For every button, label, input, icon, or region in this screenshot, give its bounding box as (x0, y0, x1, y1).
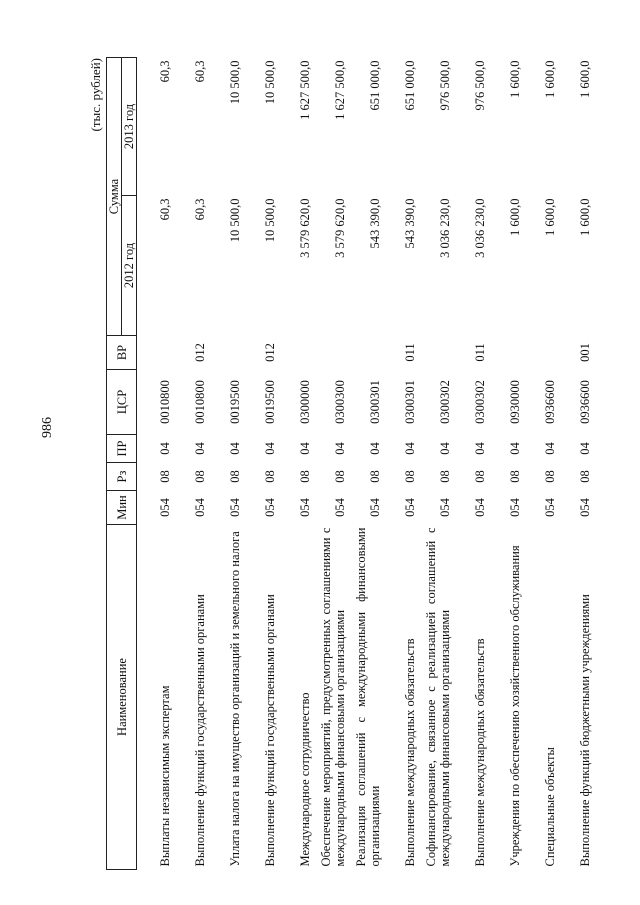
cell-rz: 08 (368, 470, 382, 483)
header-pr: ПР (107, 435, 137, 463)
rotated-page-content (88, 50, 592, 870)
cell-2013: 651 000,0 (368, 60, 382, 111)
table-row (312, 58, 347, 870)
cell-2013: 1 600,0 (543, 60, 557, 98)
table-row (347, 58, 382, 870)
cell-2013: 1 600,0 (578, 60, 592, 98)
cell-2012: 1 600,0 (543, 198, 557, 236)
table-body (137, 58, 593, 870)
cell-pr: 04 (228, 442, 242, 455)
cell-2013: 1 627 500,0 (333, 60, 347, 120)
cell-min: 054 (438, 498, 452, 517)
cell-rz: 08 (158, 470, 172, 483)
cell-vr: 001 (578, 343, 592, 362)
cell-vr: 012 (193, 343, 207, 362)
cell-csr: 0300000 (298, 380, 312, 424)
cell-pr: 04 (473, 442, 487, 455)
table-row (417, 58, 452, 870)
cell-2012: 3 579 620,0 (298, 198, 312, 258)
cell-name: Выполнение функций государственными органами (263, 594, 277, 867)
table-row (487, 58, 522, 870)
cell-rz: 08 (473, 470, 487, 483)
cell-csr: 0300301 (368, 380, 382, 424)
cell-min: 054 (473, 498, 487, 517)
header-year-2013: 2013 год (122, 58, 137, 196)
table-row (452, 58, 487, 870)
header-vr: ВР (107, 336, 137, 370)
cell-name: Обеспечение мероприятий, предусмотренных соглашениями с международными финансовыми организациями (319, 527, 347, 867)
table-row (172, 58, 207, 870)
cell-2012: 60,3 (193, 198, 207, 221)
cell-name: Специальные объекты (543, 747, 557, 867)
cell-pr: 04 (298, 442, 312, 455)
cell-name: Реализация соглашений с международными финансовыми организациями (354, 527, 382, 867)
cell-pr: 04 (578, 442, 592, 455)
cell-pr: 04 (368, 442, 382, 455)
cell-name: Выплаты независимым экспертам (158, 685, 172, 867)
cell-min: 054 (228, 498, 242, 517)
cell-rz: 08 (228, 470, 242, 483)
cell-pr: 04 (543, 442, 557, 455)
table-row (277, 58, 312, 870)
cell-pr: 04 (333, 442, 347, 455)
cell-name: Выполнение функций бюджетными учреждениями (578, 594, 592, 867)
header-year-2012: 2012 год (122, 196, 137, 336)
cell-2012: 543 390,0 (403, 198, 417, 249)
table-row (137, 58, 173, 870)
cell-rz: 08 (333, 470, 347, 483)
cell-2012: 60,3 (158, 198, 172, 221)
cell-name: Софинансирование, связанное с реализацией соглашений с международными финансовыми организациями (424, 527, 452, 867)
cell-csr: 0936600 (578, 380, 592, 424)
cell-min: 054 (263, 498, 277, 517)
cell-min: 054 (578, 498, 592, 517)
cell-csr: 0936600 (543, 380, 557, 424)
cell-rz: 08 (543, 470, 557, 483)
cell-csr: 0010800 (193, 380, 207, 424)
cell-vr (347, 336, 382, 370)
cell-2013: 1 627 500,0 (298, 60, 312, 120)
cell-2013: 60,3 (158, 60, 172, 83)
cell-pr: 04 (193, 442, 207, 455)
cell-2013: 651 000,0 (403, 60, 417, 111)
cell-csr: 0010800 (158, 380, 172, 424)
cell-rz: 08 (578, 470, 592, 483)
cell-name: Учреждения по обеспечению хозяйственного обслуживания (508, 545, 522, 867)
cell-2013: 976 500,0 (473, 60, 487, 111)
cell-vr (277, 336, 312, 370)
cell-min: 054 (368, 498, 382, 517)
cell-csr: 0300302 (473, 380, 487, 424)
cell-pr: 04 (508, 442, 522, 455)
cell-vr (417, 336, 452, 370)
table-row (382, 58, 417, 870)
cell-2012: 543 390,0 (368, 198, 382, 249)
table-header (107, 58, 137, 870)
header-name: Наименование (107, 525, 137, 870)
cell-vr: 012 (263, 343, 277, 362)
page-number: 986 (40, 417, 55, 438)
cell-min: 054 (543, 498, 557, 517)
cell-pr: 04 (438, 442, 452, 455)
cell-csr: 0300301 (403, 380, 417, 424)
cell-rz: 08 (438, 470, 452, 483)
cell-vr: 011 (473, 343, 487, 362)
cell-name: Выполнение международных обязательств (473, 638, 487, 867)
cell-pr: 04 (403, 442, 417, 455)
units-label: (тыс. рублей) (88, 58, 103, 132)
cell-csr: 0019500 (228, 380, 242, 424)
cell-name: Международное сотрудничество (298, 692, 312, 867)
cell-2013: 60,3 (193, 60, 207, 83)
cell-rz: 08 (298, 470, 312, 483)
cell-vr (487, 336, 522, 370)
budget-table (106, 57, 592, 870)
table-row (522, 58, 557, 870)
cell-2012: 3 579 620,0 (333, 198, 347, 258)
cell-name: Выполнение международных обязательств (403, 638, 417, 867)
header-min: Мин (107, 491, 137, 525)
cell-min: 054 (403, 498, 417, 517)
cell-csr: 0300300 (333, 380, 347, 424)
cell-name: Выполнение функций государственными органами (193, 594, 207, 867)
cell-2013: 1 600,0 (508, 60, 522, 98)
cell-2012: 3 036 230,0 (438, 198, 452, 258)
cell-min: 054 (298, 498, 312, 517)
cell-vr: 011 (403, 343, 417, 362)
table-row (557, 58, 592, 870)
cell-rz: 08 (403, 470, 417, 483)
cell-csr: 0930000 (508, 380, 522, 424)
header-sum: Сумма (107, 58, 122, 336)
cell-vr (137, 336, 173, 370)
cell-vr (522, 336, 557, 370)
cell-rz: 08 (263, 470, 277, 483)
cell-min: 054 (193, 498, 207, 517)
header-rz: Рз (107, 463, 137, 491)
cell-rz: 08 (193, 470, 207, 483)
cell-vr (207, 336, 242, 370)
cell-min: 054 (158, 498, 172, 517)
cell-pr: 04 (263, 442, 277, 455)
cell-2013: 10 500,0 (263, 60, 277, 105)
cell-name: Уплата налога на имущество организаций и земельного налога (228, 531, 242, 867)
cell-csr: 0300302 (438, 380, 452, 424)
cell-2012: 1 600,0 (578, 198, 592, 236)
table-row (207, 58, 242, 870)
cell-2013: 976 500,0 (438, 60, 452, 111)
header-csr: ЦСР (107, 370, 137, 435)
cell-pr: 04 (158, 442, 172, 455)
cell-2012: 10 500,0 (228, 198, 242, 243)
cell-2012: 3 036 230,0 (473, 198, 487, 258)
cell-min: 054 (508, 498, 522, 517)
cell-2013: 10 500,0 (228, 60, 242, 105)
cell-2012: 1 600,0 (508, 198, 522, 236)
cell-min: 054 (333, 498, 347, 517)
cell-2012: 10 500,0 (263, 198, 277, 243)
cell-csr: 0019500 (263, 380, 277, 424)
cell-rz: 08 (508, 470, 522, 483)
table-row (242, 58, 277, 870)
cell-vr (312, 336, 347, 370)
